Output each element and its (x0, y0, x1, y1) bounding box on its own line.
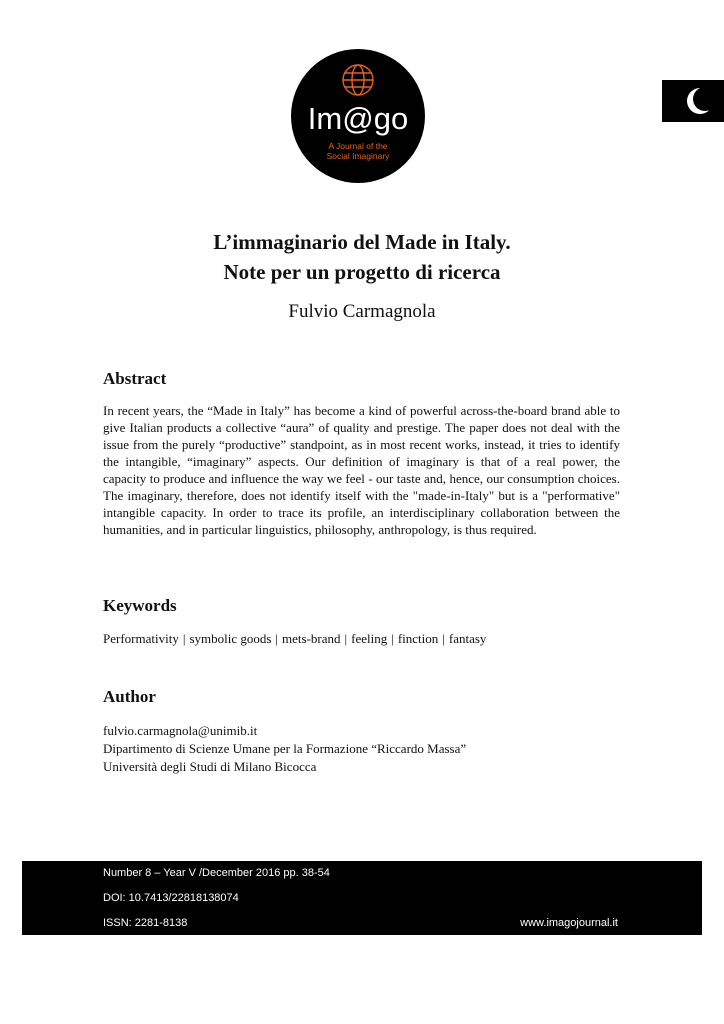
keyword: symbolic goods (189, 631, 272, 646)
journal-website-link[interactable]: www.imagojournal.it (520, 917, 618, 929)
article-title-line-2: Note per un progetto di ricerca (223, 260, 501, 284)
keyword: mets-brand (282, 631, 341, 646)
journal-footer (22, 861, 702, 935)
keyword: feeling (351, 631, 388, 646)
keyword-separator: | (182, 631, 186, 646)
keyword-separator: | (391, 631, 394, 646)
abstract-heading: Abstract (103, 369, 167, 388)
abstract-text: In recent years, the “Made in Italy” has become a kind of powerful across-the-board brand able to give Italian products a collective “aura” of quality and prestige. The paper does not deal with the issue from the purely “productive” standpoint, as in most recent works, instead, it tries to identify the intangible, “imaginary” aspects. Our definition of imaginary is that of a real power, the capacity to produce and influence the way we feel - our taste and, hence, our consumption choices. The imaginary, therefore, does not identify itself with the "made-in-Italy" but is a "performative" intangible capacity. In order to trace its profile, an interdisciplinary collaboration between the humanities, and in particular linguistics, philosophy, anthropology, is thus required. (103, 403, 620, 537)
keyword: fantasy (448, 631, 487, 646)
keywords-heading: Keywords (103, 596, 177, 615)
logo-subtitle-2: Social Imaginary (326, 151, 390, 161)
author-department: Dipartimento di Scienze Umane per la Formazione “Riccardo Massa” (103, 741, 467, 756)
journal-logo (290, 48, 426, 184)
issue-info: Number 8 – Year V /December 2016 pp. 38-54 (103, 867, 330, 879)
corner-crescent-icon (662, 80, 724, 122)
author-details (103, 722, 466, 776)
logo-name: Im@go (307, 101, 409, 136)
article-title-line-1: L’immaginario del Made in Italy. (213, 230, 511, 254)
issn: ISSN: 2281-8138 (103, 917, 188, 929)
author-heading: Author (103, 687, 156, 706)
logo-subtitle-1: A Journal of the (328, 141, 388, 151)
author-email[interactable]: fulvio.carmagnola@unimib.it (103, 723, 258, 738)
keyword-separator: | (344, 631, 348, 646)
keyword-separator: | (275, 631, 279, 646)
article-author: Fulvio Carmagnola (288, 301, 436, 322)
keyword: finction (397, 631, 439, 646)
keyword-separator: | (442, 631, 445, 646)
author-university: Università degli Studi di Milano Bicocca (103, 759, 317, 774)
keywords-list (103, 630, 486, 647)
doi[interactable]: DOI: 10.7413/22818138074 (103, 892, 239, 904)
keyword: Performativity (103, 631, 179, 646)
